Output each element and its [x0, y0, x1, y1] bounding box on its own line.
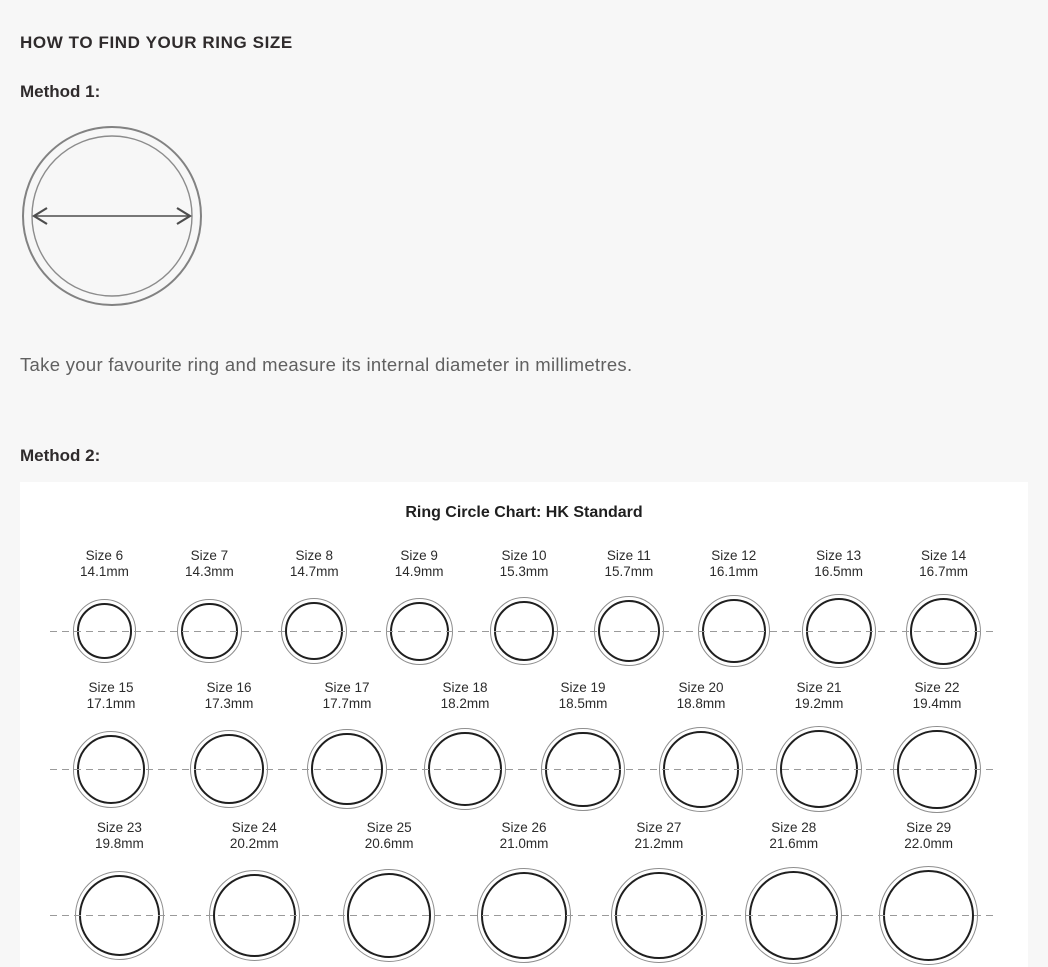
ring-size-item [576, 548, 681, 670]
method1-caption: Take your favourite ring and measure its internal diameter in millimetres. [20, 354, 633, 375]
ring-diameter-label: 21.0mm [499, 836, 549, 852]
ring-size-chart-panel [20, 482, 1028, 967]
ring-chart-title: Ring Circle Chart: HK Standard [405, 504, 643, 521]
ring-diameter-label: 16.1mm [709, 564, 759, 579]
ring-size-labels [814, 548, 863, 580]
ring-size-labels [87, 680, 136, 712]
ring-diameter-label: 19.8mm [95, 836, 144, 852]
ring-size-label: Size 22 [914, 680, 960, 696]
ring-size-labels [290, 548, 339, 580]
ring-size-labels [230, 820, 279, 852]
ring-size-label: Size 19 [560, 680, 606, 696]
ring-size-item [726, 820, 861, 966]
page-content [0, 0, 1048, 466]
ring-size-item [52, 548, 157, 670]
ring-diameter-label: 19.2mm [794, 696, 844, 712]
dashed-guide-line [50, 769, 998, 770]
ring-diameter-label: 14.7mm [289, 564, 339, 579]
ring-size-item [642, 680, 760, 814]
ring-size-item [262, 548, 367, 670]
ring-size-label: Size 9 [400, 548, 438, 563]
ring-size-label: Size 26 [501, 820, 547, 836]
ring-size-label: Size 20 [678, 680, 724, 696]
ring-size-item [524, 680, 642, 814]
ring-size-label: Size 11 [606, 548, 651, 563]
ring-diameter-label: 21.6mm [769, 836, 819, 852]
ring-size-labels [323, 680, 372, 712]
ring-size-label: Size 28 [771, 820, 817, 836]
dashed-guide-line [50, 915, 998, 916]
ring-size-labels [95, 820, 144, 852]
ring-diameter-label: 15.7mm [604, 564, 654, 579]
ring-size-labels [795, 680, 844, 712]
ring-diameter-label: 17.1mm [86, 696, 136, 712]
ring-size-label: Size 15 [88, 680, 134, 696]
ring-size-label: Size 16 [206, 680, 252, 696]
ring-size-item [591, 820, 726, 966]
ring-diameter-label: 20.2mm [229, 836, 279, 852]
ring-size-label: Size 8 [295, 548, 333, 563]
ring-size-labels [634, 820, 683, 852]
ring-size-item [322, 820, 457, 966]
ring-size-item [288, 680, 406, 814]
ring-size-item [187, 820, 322, 966]
ring-size-item [406, 680, 524, 814]
ring-size-item [52, 820, 187, 966]
ring-chart-row [20, 548, 1028, 670]
ring-size-item [878, 680, 996, 814]
ring-internal-diameter-arrow-icon [20, 120, 222, 316]
ring-size-item [760, 680, 878, 814]
ring-size-label: Size 12 [711, 548, 757, 563]
ring-size-labels [365, 820, 414, 852]
ring-size-item [157, 548, 262, 670]
ring-size-label: Size 29 [906, 820, 952, 836]
ring-size-labels [205, 680, 254, 712]
ring-diameter-label: 14.3mm [184, 564, 234, 579]
ring-chart-row [20, 820, 1028, 966]
ring-size-label: Size 14 [921, 548, 967, 563]
ring-size-label: Size 25 [366, 820, 412, 836]
ring-size-labels [913, 680, 962, 712]
ring-size-labels [441, 680, 490, 712]
method2-heading: Method 2: [20, 446, 101, 465]
ring-diameter-label: 18.8mm [676, 696, 726, 712]
ring-size-item [861, 820, 996, 966]
ring-chart-rows [20, 548, 1028, 966]
ring-size-label: Size 7 [190, 548, 229, 563]
ring-size-item [367, 548, 472, 670]
ring-size-labels [677, 680, 726, 712]
ring-size-label: Size 21 [796, 680, 842, 696]
ring-diameter-label: 14.1mm [80, 564, 129, 579]
ring-size-item [786, 548, 891, 670]
ring-diameter-label: 18.5mm [558, 696, 608, 712]
ring-size-labels [769, 820, 818, 852]
ring-diameter-label: 17.3mm [204, 696, 254, 712]
ring-size-label: Size 18 [442, 680, 488, 696]
ring-size-label: Size 24 [231, 820, 277, 836]
ring-size-labels [185, 548, 234, 580]
ring-size-item [891, 548, 996, 670]
ring-size-labels [500, 820, 549, 852]
ring-diameter-label: 14.9mm [394, 564, 444, 579]
ring-size-labels [919, 548, 968, 580]
ring-size-labels [709, 548, 758, 580]
ring-size-item [472, 548, 577, 670]
ring-size-label: Size 13 [816, 548, 862, 563]
dashed-guide-line [50, 631, 998, 632]
ring-size-label: Size 17 [324, 680, 370, 696]
page-title: HOW TO FIND YOUR RING SIZE [20, 33, 293, 52]
ring-size-labels [395, 548, 444, 580]
ring-diameter-label: 18.2mm [440, 696, 490, 712]
ring-chart-row [20, 680, 1028, 814]
ring-diameter-label: 20.6mm [364, 836, 414, 852]
ring-size-item [681, 548, 786, 670]
ring-diameter-label: 15.3mm [499, 564, 549, 579]
ring-size-labels [500, 548, 549, 580]
ring-size-label: Size 10 [501, 548, 547, 563]
ring-size-labels [904, 820, 953, 852]
ring-size-labels [605, 548, 654, 580]
ring-size-labels [80, 548, 129, 580]
ring-size-labels [559, 680, 608, 712]
ring-diameter-label: 19.4mm [912, 696, 962, 712]
ring-size-label: Size 23 [96, 820, 142, 836]
method1-heading: Method 1: [20, 82, 101, 101]
ring-diameter-label: 17.7mm [322, 696, 372, 712]
ring-diameter-label: 22.0mm [904, 836, 953, 852]
ring-diameter-label: 21.2mm [634, 836, 684, 852]
ring-size-item [52, 680, 170, 814]
ring-size-label: Size 6 [85, 548, 124, 563]
ring-diameter-label: 16.7mm [919, 564, 968, 579]
ring-size-item [457, 820, 592, 966]
ring-size-item [170, 680, 288, 814]
ring-diameter-label: 16.5mm [814, 564, 864, 579]
ring-size-label: Size 27 [636, 820, 682, 836]
